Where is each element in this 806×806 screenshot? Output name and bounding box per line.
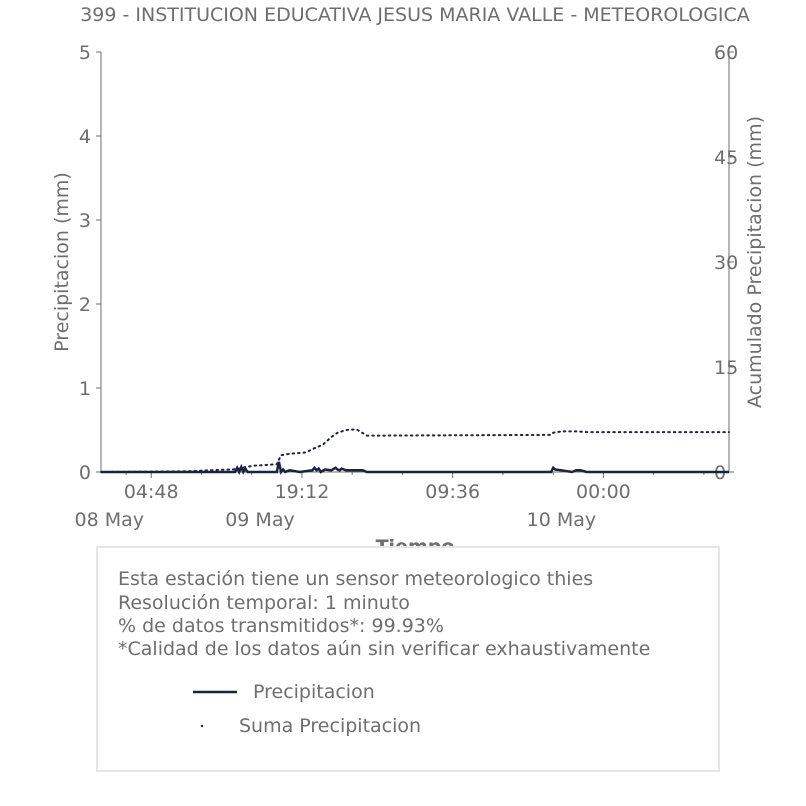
info-line-transmitted: % de datos transmitidos*: 99.93% bbox=[118, 615, 444, 637]
x-tick-date-label: 09 May bbox=[225, 509, 295, 531]
y-tick-label: 2 bbox=[78, 294, 91, 316]
y-tick-label: 1 bbox=[78, 378, 91, 400]
info-box bbox=[96, 546, 720, 772]
x-tick-date-label: 10 May bbox=[526, 509, 597, 531]
y2-tick-label: 15 bbox=[714, 357, 739, 379]
x-tick-date-label: 08 May bbox=[74, 509, 144, 531]
x-tick-label: 04:48 bbox=[123, 481, 179, 503]
x-tick-label: 00:00 bbox=[576, 481, 631, 503]
series-line-suma-precipitacion bbox=[101, 429, 729, 472]
legend-item-precipitacion bbox=[193, 680, 375, 704]
info-line-sensor: Esta estación tiene un sensor meteorologico thies bbox=[118, 568, 594, 590]
legend-label-suma: Suma Precipitacion bbox=[239, 715, 422, 737]
y-axis-label: Precipitacion (mm) bbox=[51, 172, 73, 352]
y2-tick-label: 60 bbox=[714, 42, 739, 64]
y2-tick-label: 0 bbox=[714, 462, 727, 484]
legend-item-suma bbox=[193, 714, 421, 738]
y-tick-label: 3 bbox=[78, 210, 91, 232]
y2-tick-label: 30 bbox=[714, 252, 739, 274]
legend-label-precipitacion: Precipitacion bbox=[253, 681, 375, 703]
plot-area bbox=[74, 42, 738, 531]
y2-axis-label: Acumulado Precipitacion (mm) bbox=[744, 116, 766, 408]
x-tick-label: 19:12 bbox=[274, 481, 330, 503]
y-tick-label: 0 bbox=[78, 462, 91, 484]
y-tick-label: 5 bbox=[78, 42, 91, 64]
chart-title: 399 - INSTITUCION EDUCATIVA JESUS MARIA VALLE - METEOROLOGICA bbox=[80, 4, 750, 26]
info-line-quality: *Calidad de los datos aún sin verificar exhaustivamente bbox=[118, 638, 651, 660]
info-line-resolution: Resolución temporal: 1 minuto bbox=[118, 592, 410, 614]
y-tick-label: 4 bbox=[78, 126, 91, 148]
legend-line-icon bbox=[193, 680, 239, 704]
x-tick-label: 09:36 bbox=[425, 481, 481, 503]
y2-tick-label: 45 bbox=[714, 147, 739, 169]
legend-dot-icon bbox=[193, 714, 223, 738]
